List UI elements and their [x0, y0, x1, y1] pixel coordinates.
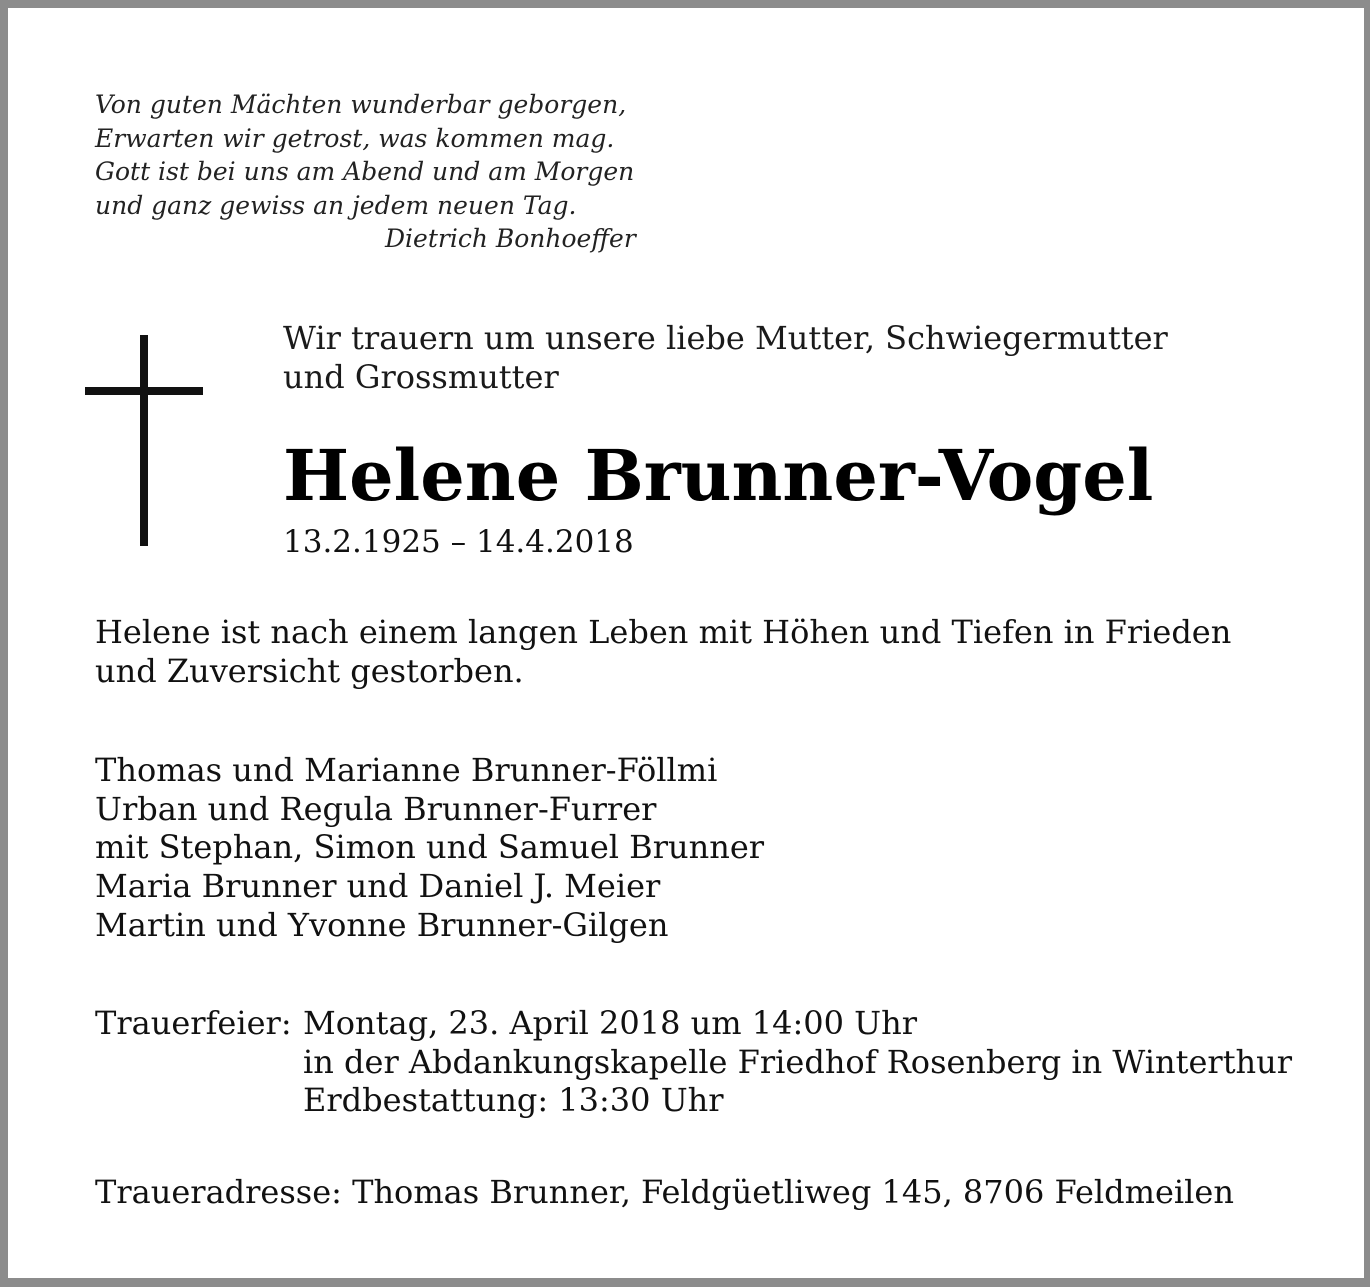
funeral-location: in der Abdankungskapelle Friedhof Rosenberg in Winterthur [303, 1042, 1293, 1081]
deceased-name: Helene Brunner-Vogel [283, 434, 1154, 517]
cross-icon [85, 335, 203, 546]
mourning-address: Traueradresse: Thomas Brunner, Feldgüetliweg 145, 8706 Feldmeilen [95, 1173, 1234, 1211]
life-dates: 13.2.1925 – 14.4.2018 [283, 524, 634, 560]
intro-text [283, 319, 1168, 396]
family-member: Martin und Yvonne Brunner-Gilgen [95, 905, 669, 944]
funeral-label: Trauerfeier: [95, 1004, 292, 1042]
message-text [95, 613, 1231, 690]
funeral-date: Montag, 23. April 2018 um 14:00 Uhr [303, 1004, 917, 1042]
intro-line: und Grossmutter [283, 357, 559, 396]
message-line: und Zuversicht gestorben. [95, 651, 524, 690]
motto-author: Dietrich Bonhoeffer [385, 224, 636, 253]
message-line: Helene ist nach einem langen Leben mit Höhen und Tiefen in Frieden [95, 613, 1232, 651]
motto-line: Gott ist bei uns am Abend und am Morgen [95, 157, 635, 186]
burial-time: Erdbestattung: 13:30 Uhr [303, 1081, 724, 1119]
motto-line: und ganz gewiss an jedem neuen Tag. [95, 190, 577, 220]
intro-line: Wir trauern um unsere liebe Mutter, Schwiegermutter [283, 319, 1168, 357]
family-member: Thomas und Marianne Brunner-Föllmi [95, 751, 718, 789]
cross-vertical-bar [140, 335, 148, 546]
motto-quote [95, 88, 636, 256]
motto-line: Erwarten wir getrost, was kommen mag. [95, 123, 615, 153]
cross-horizontal-bar [85, 387, 203, 395]
motto-line: Von guten Mächten wunderbar geborgen, [95, 90, 627, 119]
family-member: Urban und Regula Brunner-Furrer [95, 789, 657, 828]
family-member: mit Stephan, Simon und Samuel Brunner [95, 828, 765, 867]
family-member: Maria Brunner und Daniel J. Meier [95, 867, 661, 906]
family-list [95, 751, 764, 945]
funeral-details [95, 1004, 1292, 1120]
funeral-date-row [95, 1004, 1292, 1043]
